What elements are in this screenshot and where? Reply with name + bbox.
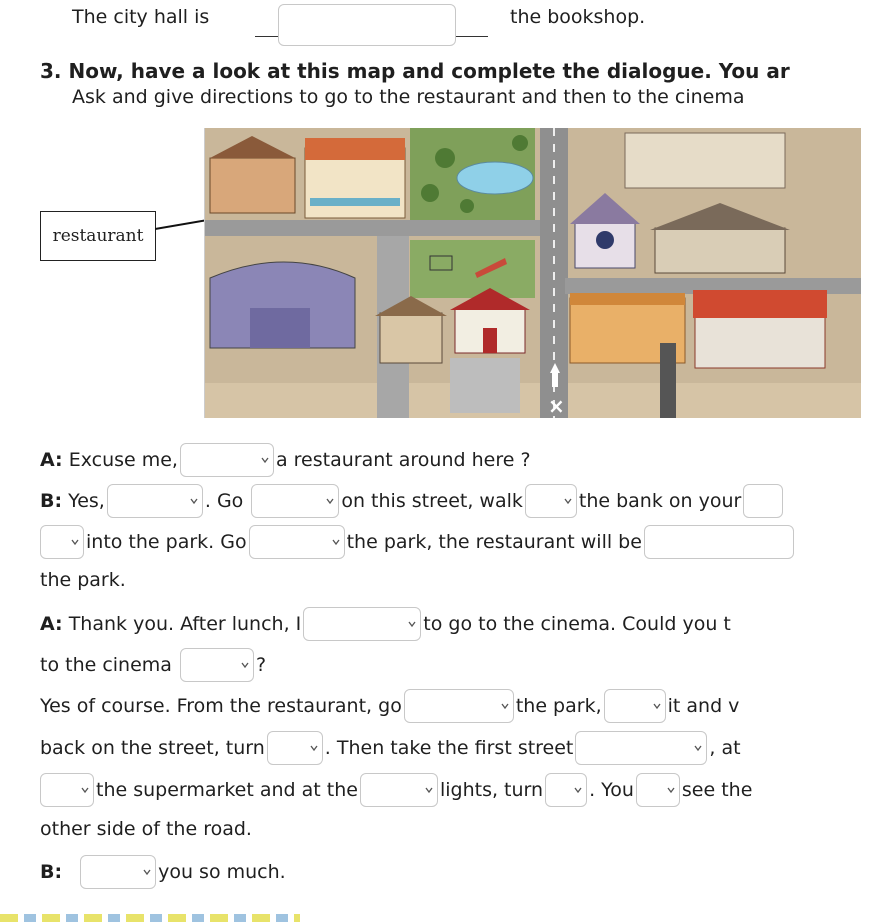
dialogue-text: it and v bbox=[667, 695, 740, 717]
answer-dropdown[interactable] bbox=[180, 648, 254, 682]
chevron-down-icon bbox=[261, 456, 269, 464]
dialogue-text: to the cinema bbox=[40, 654, 172, 676]
dialogue-text: a restaurant around here ? bbox=[275, 449, 531, 471]
speaker-label: A: bbox=[40, 613, 63, 635]
chevron-down-icon bbox=[143, 868, 151, 876]
answer-input-city-hall[interactable] bbox=[278, 4, 456, 46]
answer-dropdown[interactable] bbox=[743, 484, 783, 518]
chevron-down-icon bbox=[667, 786, 675, 794]
dialogue-text: lights, turn bbox=[439, 779, 544, 801]
dialogue-text: Yes, bbox=[68, 490, 105, 512]
chevron-down-icon bbox=[71, 538, 79, 546]
answer-dropdown[interactable] bbox=[404, 689, 514, 723]
dialogue-text: . Then take the first street bbox=[324, 737, 574, 759]
town-map bbox=[204, 128, 861, 418]
dialogue-text: Yes of course. From the restaurant, go bbox=[40, 695, 402, 717]
chevron-down-icon bbox=[241, 661, 249, 669]
answer-dropdown[interactable] bbox=[303, 607, 421, 641]
answer-dropdown[interactable] bbox=[636, 773, 680, 807]
chevron-down-icon bbox=[81, 786, 89, 794]
answer-dropdown[interactable] bbox=[545, 773, 587, 807]
dialogue-text: . You bbox=[589, 779, 634, 801]
dialogue-text: the bank on your bbox=[578, 490, 742, 512]
answer-dropdown[interactable] bbox=[644, 525, 794, 559]
dialogue-line-6 bbox=[40, 648, 266, 682]
answer-dropdown[interactable] bbox=[575, 731, 707, 765]
town-map-drawing bbox=[205, 128, 861, 418]
dialogue-text: to go to the cinema. Could you t bbox=[423, 613, 731, 635]
blank-underline-left bbox=[255, 36, 279, 37]
dialogue-text: into the park. Go bbox=[86, 531, 247, 553]
chevron-down-icon bbox=[653, 702, 661, 710]
chevron-down-icon bbox=[694, 744, 702, 752]
dialogue-line-5 bbox=[40, 607, 731, 641]
restaurant-label bbox=[40, 211, 156, 261]
dialogue-text: back on the street, turn bbox=[40, 737, 265, 759]
dialogue-text: ? bbox=[255, 654, 267, 676]
answer-dropdown[interactable] bbox=[267, 731, 323, 765]
dialogue-line-4 bbox=[40, 563, 126, 597]
sentence-end: the bookshop. bbox=[510, 6, 646, 28]
decorative-bottom-strip bbox=[0, 914, 300, 922]
dialogue-line-9 bbox=[40, 773, 752, 807]
page-right-margin bbox=[862, 0, 889, 924]
chevron-down-icon bbox=[574, 786, 582, 794]
answer-dropdown[interactable] bbox=[107, 484, 203, 518]
dialogue-line-7 bbox=[40, 689, 739, 723]
dialogue-text: the park, bbox=[515, 695, 602, 717]
dialogue-text: the park. bbox=[40, 569, 126, 591]
chevron-down-icon bbox=[501, 702, 509, 710]
dialogue-text: other side of the road. bbox=[40, 818, 252, 840]
answer-dropdown[interactable] bbox=[40, 773, 94, 807]
dialogue-text: Excuse me, bbox=[68, 449, 178, 471]
dialogue-line-2 bbox=[40, 484, 785, 518]
chevron-down-icon bbox=[190, 497, 198, 505]
chevron-down-icon bbox=[310, 744, 318, 752]
dialogue-line-11 bbox=[40, 855, 286, 889]
chevron-down-icon bbox=[408, 620, 416, 628]
chevron-down-icon bbox=[332, 538, 340, 546]
exercise-heading: 3. Now, have a look at this map and complete the dialogue. You ar bbox=[40, 59, 790, 83]
answer-dropdown[interactable] bbox=[604, 689, 666, 723]
speaker-label: A: bbox=[40, 449, 63, 471]
dialogue-line-3 bbox=[40, 525, 796, 559]
chevron-down-icon bbox=[564, 497, 572, 505]
dialogue-text: on this street, walk bbox=[341, 490, 523, 512]
dialogue-text: you so much. bbox=[158, 861, 286, 883]
dialogue-text: , at bbox=[709, 737, 741, 759]
answer-dropdown[interactable] bbox=[251, 484, 339, 518]
speaker-label: B: bbox=[40, 490, 63, 512]
dialogue-line-10 bbox=[40, 812, 252, 846]
chevron-down-icon bbox=[425, 786, 433, 794]
answer-dropdown[interactable] bbox=[525, 484, 577, 518]
dialogue-text: the park, the restaurant will be bbox=[346, 531, 642, 553]
blank-underline-right bbox=[456, 36, 488, 37]
dialogue-line-8 bbox=[40, 731, 741, 765]
speaker-label: B: bbox=[40, 861, 63, 883]
dialogue-text: the supermarket and at the bbox=[96, 779, 358, 801]
dialogue-text: Thank you. After lunch, I bbox=[68, 613, 302, 635]
sentence-city-hall bbox=[72, 6, 209, 28]
dialogue-text: . Go bbox=[204, 490, 244, 512]
dialogue-text: see the bbox=[681, 779, 753, 801]
svg-text:×: × bbox=[548, 394, 565, 418]
answer-dropdown[interactable] bbox=[249, 525, 345, 559]
answer-dropdown[interactable] bbox=[360, 773, 438, 807]
answer-dropdown[interactable] bbox=[40, 525, 84, 559]
answer-dropdown[interactable] bbox=[80, 855, 156, 889]
sentence-start: The city hall is bbox=[72, 6, 210, 28]
exercise-instruction: Ask and give directions to go to the restaurant and then to the cinema bbox=[72, 86, 745, 108]
answer-dropdown[interactable] bbox=[180, 443, 274, 477]
dialogue-line-1 bbox=[40, 443, 531, 477]
chevron-down-icon bbox=[326, 497, 334, 505]
restaurant-label-text: restaurant bbox=[52, 226, 144, 246]
